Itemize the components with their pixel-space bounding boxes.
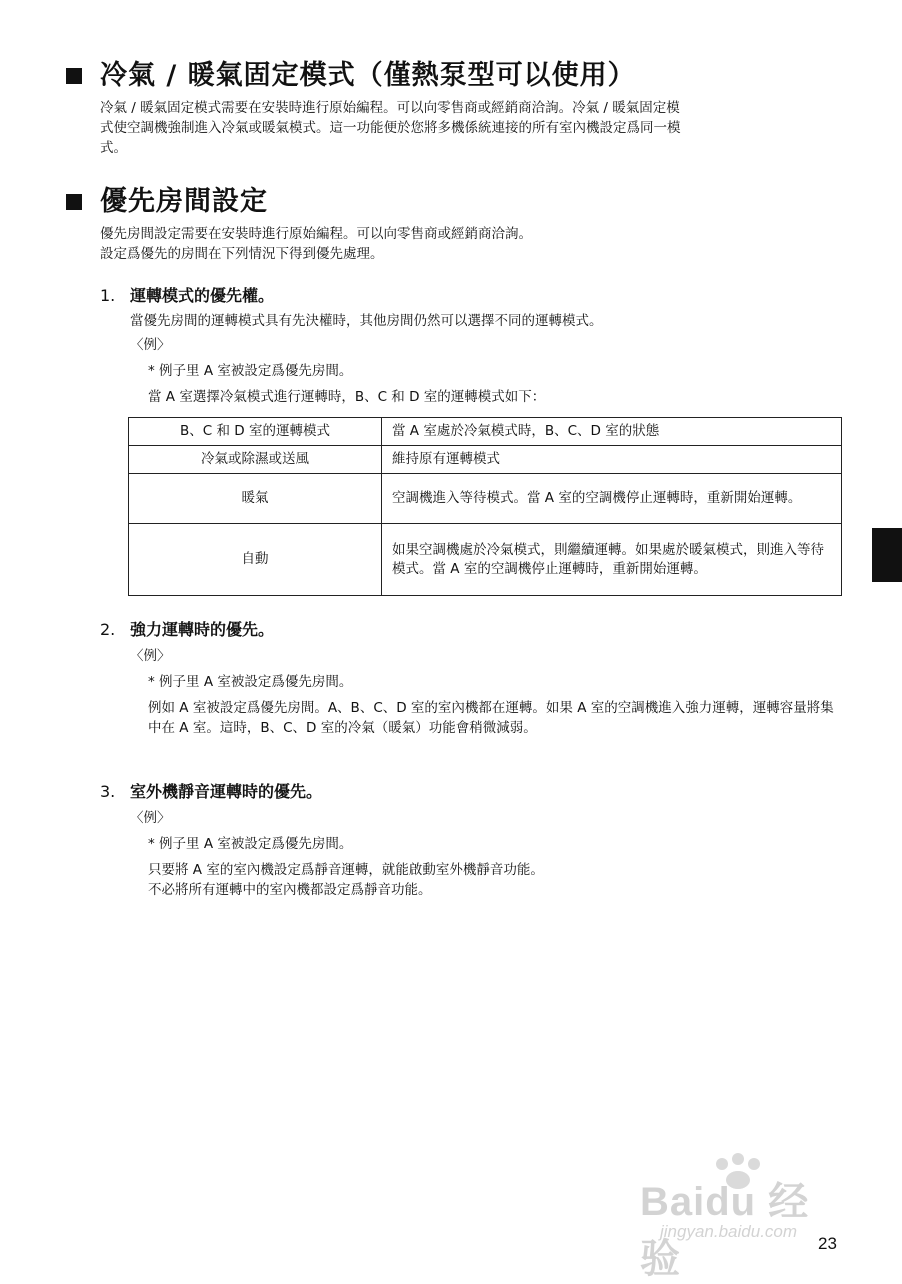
- table-header-cell: 當 A 室處於冷氣模式時，B、C、D 室的狀態: [382, 418, 842, 446]
- priority-room-description: 優先房間設定需要在安裝時進行原始編程。可以向零售商或經銷商洽詢。 設定爲優先的房間在下列情況下得到優先處理。: [100, 226, 532, 262]
- item3-line1: 只要將 A 室的室內機設定爲靜音運轉，就能啟動室外機靜音功能。: [148, 862, 544, 878]
- section-fixed-mode: [62, 58, 842, 158]
- item2-heading: 2. 強力運轉時的優先。: [100, 620, 275, 639]
- item2-example-label: 〈例〉: [130, 648, 171, 664]
- item-quiet-priority: [62, 780, 842, 900]
- table-cell-state: 如果空調機處於冷氣模式，則繼續運轉。如果處於暖氣模式，則進入等待模式。當 A 室的空調機停止運轉時，重新開始運轉。: [382, 524, 842, 596]
- item-mode-priority: [62, 284, 842, 407]
- table-row: [129, 524, 842, 596]
- table-cell-mode: 自動: [129, 524, 382, 596]
- table-row: [129, 446, 842, 474]
- side-tab-marker: [872, 528, 902, 582]
- item1-heading: 1. 運轉模式的優先權。: [100, 286, 275, 305]
- item1-example-label: 〈例〉: [130, 337, 171, 353]
- fixed-mode-description: 冷氣 / 暖氣固定模式需要在安裝時進行原始編程。可以向零售商或經銷商洽詢。冷氣 / 暖氣固定模 式使空調機強制進入冷氣或暖氣模式。這一功能便於您將多機係統連接的所有室內機設定爲同一模 式。: [100, 100, 681, 156]
- table-row: [129, 474, 842, 524]
- item2-body: 例如 A 室被設定爲優先房間。A、B、C、D 室的室內機都在運轉。如果 A 室的空調機進入強力運轉，運轉容量將集中在 A 室。這時，B、C、D 室的冷氣（暖氣）功能會稍微減弱。: [148, 700, 834, 736]
- table-cell-state: 空調機進入等待模式。當 A 室的空調機停止運轉時，重新開始運轉。: [382, 474, 842, 524]
- page-number: 23: [818, 1234, 837, 1253]
- mode-status-table: [128, 417, 842, 596]
- table-cell-mode: 冷氣或除濕或送風: [129, 446, 382, 474]
- section-priority-room: [62, 184, 842, 264]
- item3-note: * 例子里 A 室被設定爲優先房間。: [148, 836, 353, 852]
- item1-desc: 當優先房間的運轉模式具有先決權時，其他房間仍然可以選擇不同的運轉模式。: [130, 313, 603, 329]
- table-cell-mode: 暖氣: [129, 474, 382, 524]
- item3-example-label: 〈例〉: [130, 810, 171, 826]
- heading-fixed-mode: 冷氣 / 暖氣固定模式（僅熱泵型可以使用）: [62, 58, 842, 94]
- item3-line2: 不必將所有運轉中的室內機都設定爲靜音功能。: [148, 882, 432, 898]
- item2-note: * 例子里 A 室被設定爲優先房間。: [148, 674, 353, 690]
- item3-heading: 3. 室外機靜音運轉時的優先。: [100, 782, 323, 801]
- heading-priority-room: 優先房間設定: [62, 184, 842, 220]
- table-cell-state: 維持原有運轉模式: [382, 446, 842, 474]
- item-powerful-priority: [62, 618, 842, 738]
- watermark-logo: Baidu 经验: [640, 1180, 810, 1281]
- square-bullet-icon: [66, 68, 82, 84]
- item1-note: * 例子里 A 室被設定爲優先房間。: [148, 363, 353, 379]
- item1-lead: 當 A 室選擇冷氣模式進行運轉時，B、C 和 D 室的運轉模式如下：: [148, 389, 546, 405]
- watermark-url: jingyan.baidu.com: [660, 1222, 798, 1241]
- table-header-row: [129, 418, 842, 446]
- table-header-cell: B、C 和 D 室的運轉模式: [129, 418, 382, 446]
- square-bullet-icon: [66, 194, 82, 210]
